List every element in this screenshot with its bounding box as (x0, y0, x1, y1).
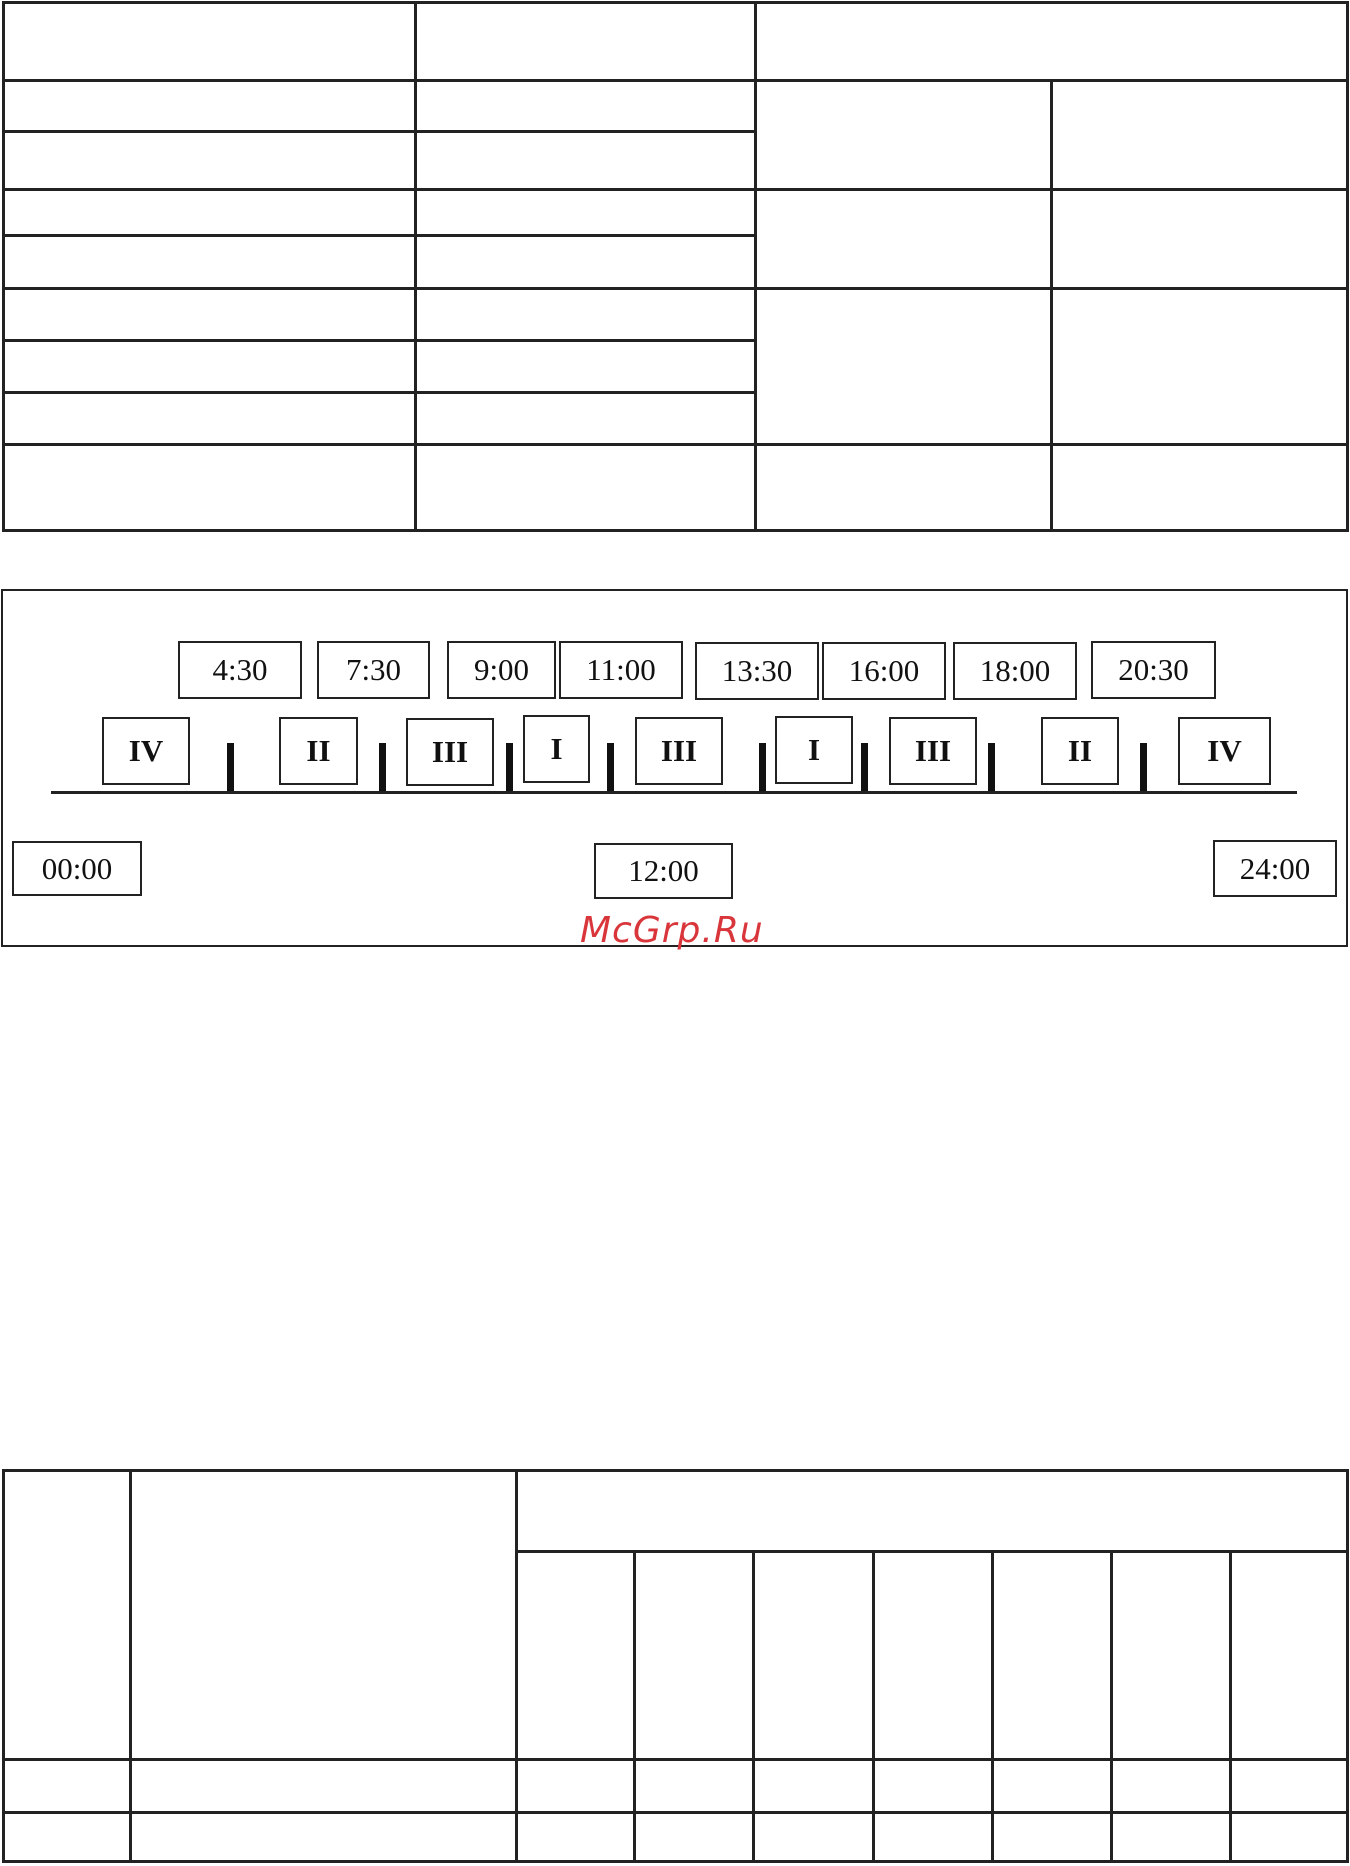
shift-label: III (406, 718, 494, 786)
shift-label: II (279, 717, 358, 785)
time-label: 11:00 (559, 641, 683, 699)
top-table-border-top (2, 1, 1349, 4)
shift-label: I (775, 716, 853, 784)
axis-label-middle: 12:00 (594, 843, 733, 899)
shift-label: I (523, 715, 590, 783)
bottom-table-subcol-line (991, 1550, 994, 1863)
top-table-subrow-line (2, 130, 757, 133)
shift-change-tick (1140, 743, 1147, 793)
top-table (0, 0, 1350, 535)
bottom-table (0, 1468, 1350, 1866)
shift-label: III (635, 717, 723, 785)
bottom-table-subheader-line (515, 1550, 1349, 1553)
axis-label-end: 24:00 (1213, 840, 1337, 897)
bottom-table-col-line (515, 1469, 518, 1863)
top-table-col-line-3 (1050, 80, 1053, 532)
top-table-row-line (2, 79, 1349, 82)
shift-change-tick (607, 743, 614, 793)
shift-label: II (1041, 717, 1119, 785)
top-table-subrow-line (2, 339, 757, 342)
time-label: 13:30 (695, 642, 819, 700)
time-label: 9:00 (447, 641, 556, 699)
watermark: McGrp.Ru (580, 910, 764, 951)
bottom-table-subcol-line (1110, 1550, 1113, 1863)
top-table-row-line (2, 287, 1349, 290)
shift-label: IV (1178, 717, 1271, 785)
top-table-subrow-line (2, 234, 757, 237)
time-label: 4:30 (178, 641, 302, 699)
time-label: 7:30 (317, 641, 430, 699)
shift-change-tick (988, 743, 995, 793)
shift-label: III (889, 717, 977, 785)
top-table-border-bottom (2, 529, 1349, 532)
bottom-table-subcol-line (752, 1550, 755, 1863)
shift-change-tick (379, 743, 386, 793)
bottom-table-row-line (2, 1811, 1349, 1814)
bottom-table-border-bottom (2, 1860, 1349, 1863)
bottom-table-subcol-line (633, 1550, 636, 1863)
time-label: 20:30 (1091, 641, 1216, 699)
bottom-table-border-right (1346, 1469, 1349, 1863)
bottom-table-col-line (129, 1469, 132, 1863)
timeline-axis (51, 791, 1297, 794)
bottom-table-border-top (2, 1469, 1349, 1472)
bottom-table-subcol-line (1229, 1550, 1232, 1863)
bottom-table-border-left (2, 1469, 5, 1863)
bottom-table-subcol-line (872, 1550, 875, 1863)
time-label: 18:00 (953, 642, 1077, 700)
bottom-table-row-line (2, 1758, 1349, 1761)
top-table-row-line (2, 443, 1349, 446)
top-table-subrow-line (2, 391, 757, 394)
shift-change-tick (506, 743, 513, 793)
shift-change-tick (861, 743, 868, 793)
top-table-row-line (2, 188, 1349, 191)
axis-label-start: 00:00 (12, 841, 142, 896)
shift-change-tick (759, 743, 766, 793)
shift-change-tick (227, 743, 234, 793)
shift-label: IV (102, 717, 190, 785)
time-label: 16:00 (822, 642, 946, 700)
